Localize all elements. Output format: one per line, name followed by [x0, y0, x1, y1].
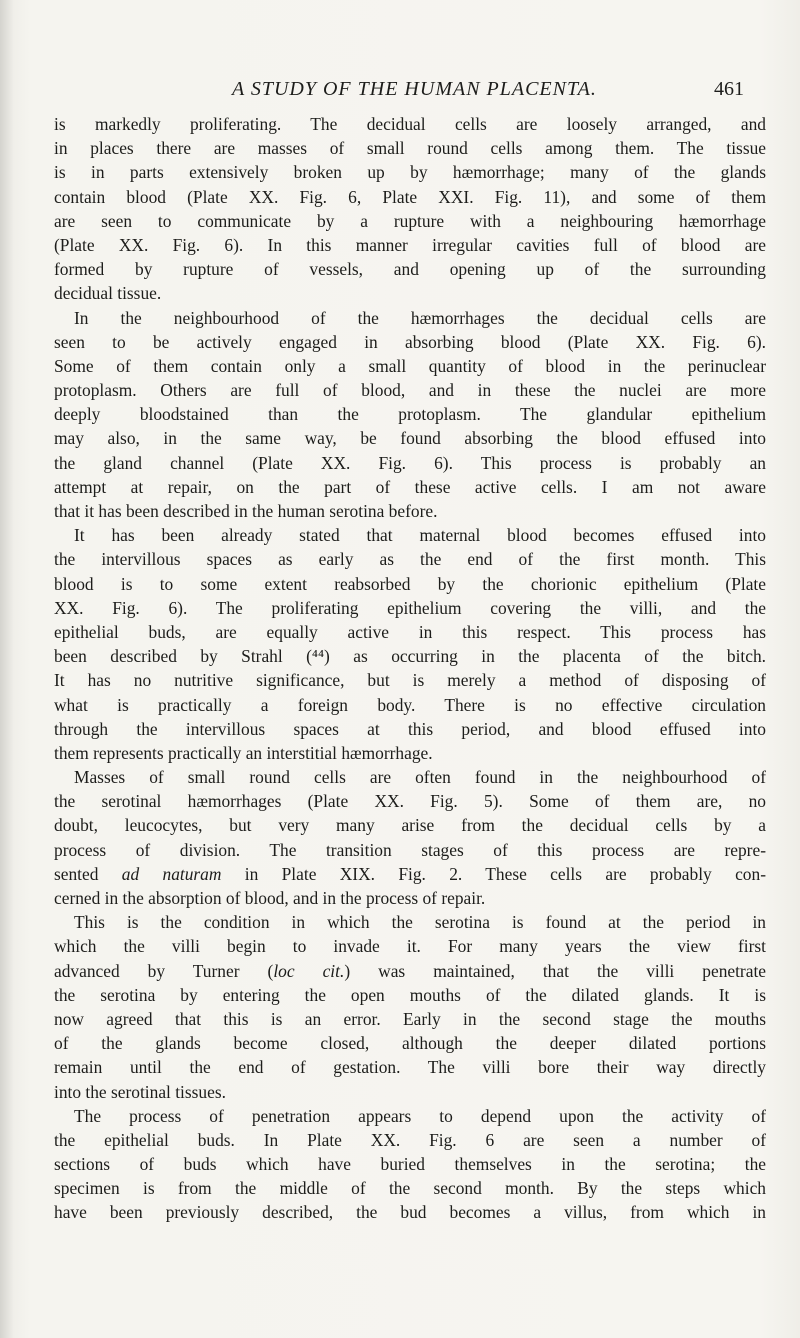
text-line: sented ad naturam in Plate XIX. Fig. 2. These cells are probably con- — [54, 863, 766, 884]
text-line: are seen to communicate by a rupture with a neighbouring hæmorrhage — [54, 210, 766, 231]
text-line: the intervillous spaces as early as the end of the first month. This — [54, 549, 766, 570]
text-line: (Plate XX. Fig. 6). In this manner irregular cavities full of blood are — [54, 234, 766, 255]
text-line: contain blood (Plate XX. Fig. 6, Plate XXI. Fig. 11), and some of them — [54, 186, 766, 207]
text-line: epithelial buds, are equally active in this respect. This process has — [54, 621, 766, 642]
text-line: now agreed that this is an error. Early in the second stage the mouths — [54, 1008, 766, 1029]
text-line: In the neighbourhood of the hæmorrhages the decidual cells are — [74, 307, 766, 328]
text-line: of the glands become closed, although the deeper dilated portions — [54, 1033, 766, 1054]
text-line: process of division. The transition stages of this process are repre- — [54, 839, 766, 860]
text-line: what is practically a foreign body. There is no effective circulation — [54, 694, 766, 715]
text-line: doubt, leucocytes, but very many arise from the decidual cells by a — [54, 815, 766, 836]
text-line: which the villi begin to invade it. For many years the view first — [54, 936, 766, 957]
running-title: A STUDY OF THE HUMAN PLACENTA. — [232, 78, 597, 100]
text-line: Some of them contain only a small quantity of blood in the perinuclear — [54, 355, 766, 376]
text-line: attempt at repair, on the part of these active cells. I am not aware — [54, 476, 766, 497]
text-line: seen to be actively engaged in absorbing blood (Plate XX. Fig. 6). — [54, 331, 766, 352]
text-line: cerned in the absorption of blood, and in the process of repair. — [54, 888, 486, 908]
text-line: This is the condition in which the serotina is found at the period in — [74, 912, 766, 933]
text-line: It has no nutritive significance, but is merely a method of disposing of — [54, 670, 766, 691]
text-line: is in parts extensively broken up by hæmorrhage; many of the glands — [54, 162, 766, 183]
text-line: XX. Fig. 6). The proliferating epithelium covering the villi, and the — [54, 597, 766, 618]
text-line: may also, in the same way, be found absorbing the blood effused into — [54, 428, 766, 449]
text-line: The process of penetration appears to depend upon the activity of — [74, 1105, 766, 1126]
text-line: deeply bloodstained than the protoplasm. The glandular epithelium — [54, 404, 766, 425]
binding-shadow — [0, 0, 14, 1338]
text-line: sections of buds which have buried themselves in the serotina; the — [54, 1154, 766, 1175]
text-line: through the intervillous spaces at this period, and blood effused into — [54, 718, 766, 739]
text-line: blood is to some extent reabsorbed by the chorionic epithelium (Plate — [54, 573, 766, 594]
text-line: the serotina by entering the open mouths of the dilated glands. It is — [54, 984, 766, 1005]
text-line: the epithelial buds. In Plate XX. Fig. 6 are seen a number of — [54, 1129, 766, 1150]
text-line: in places there are masses of small round cells among them. The tissue — [54, 138, 766, 159]
page-number: 461 — [714, 78, 744, 100]
text-line: advanced by Turner (loc cit.) was maintained, that the villi penetrate — [54, 960, 766, 981]
text-line: them represents practically an interstitial hæmorrhage. — [54, 742, 433, 763]
text-line: into the serotinal tissues. — [54, 1081, 226, 1102]
text-line: that it has been described in the human serotina before. — [54, 501, 438, 521]
text-line: is markedly proliferating. The decidual cells are loosely arranged, and — [54, 114, 766, 134]
text-line: the gland channel (Plate XX. Fig. 6). This process is probably an — [54, 452, 766, 473]
text-line: protoplasm. Others are full of blood, and in these the nuclei are more — [54, 380, 766, 401]
text-line: It has been already stated that maternal blood becomes effused into — [74, 525, 766, 546]
text-line: Masses of small round cells are often found in the neighbourhood of — [74, 767, 766, 788]
text-line: decidual tissue. — [54, 283, 162, 304]
running-header — [0, 78, 800, 108]
text-line: formed by rupture of vessels, and opening up of the surrounding — [54, 259, 766, 280]
text-line: specimen is from the middle of the second month. By the steps which — [54, 1178, 766, 1199]
text-line: been described by Strahl (⁴⁴) as occurring in the placenta of the bitch. — [54, 646, 766, 667]
text-line: have been previously described, the bud becomes a villus, from which in — [54, 1202, 766, 1223]
body-text — [54, 112, 766, 1225]
text-line: the serotinal hæmorrhages (Plate XX. Fig. 5). Some of them are, no — [54, 791, 766, 812]
text-line: remain until the end of gestation. The villi bore their way directly — [54, 1057, 766, 1078]
